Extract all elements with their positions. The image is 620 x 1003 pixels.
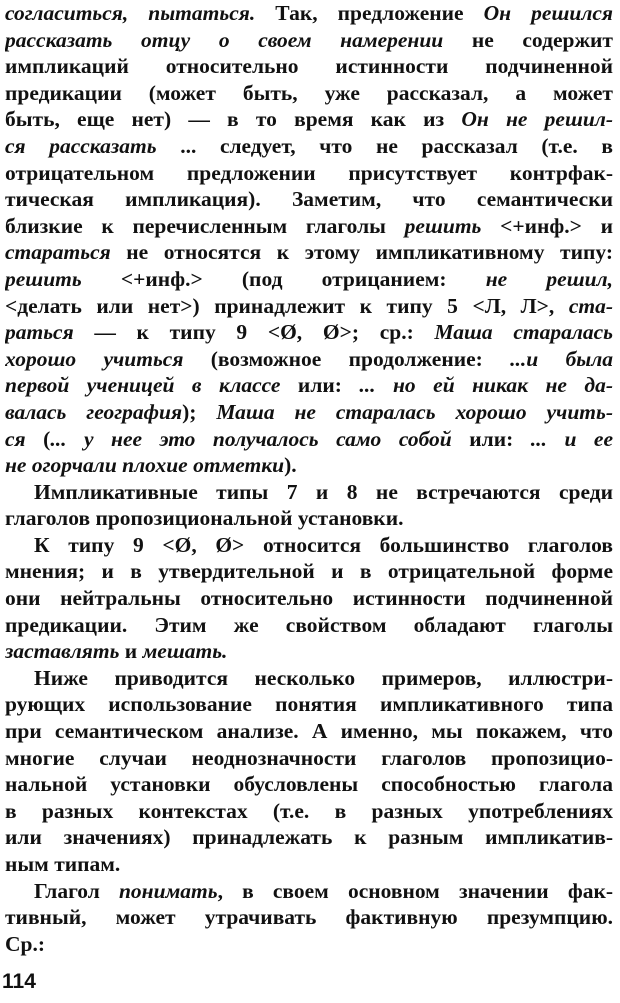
italic-text-segment: валась география (5, 399, 183, 424)
text-segment: или значениях) принадлежать к разным импликатив- (5, 825, 613, 850)
italic-text-segment: хорошо учиться (5, 346, 184, 371)
text-segment: отрицательном предложении присутствует контрфак- (5, 160, 613, 185)
italic-text-segment: не огорчали плохие отметки (5, 453, 285, 478)
italic-text-segment: заставлять (5, 639, 120, 664)
text-segment: они нейтральны относительно истинности подчиненной (5, 586, 613, 611)
text-line (5, 718, 613, 745)
page-number: 114 (2, 970, 36, 993)
text-line (5, 426, 613, 453)
text-line (5, 771, 613, 798)
text-segment: не относятся к этому импликативному типу: (110, 240, 613, 265)
italic-text-segment: первой ученицей в классе (5, 373, 281, 398)
italic-text-segment: решить (404, 213, 482, 238)
text-segment: <+инф.> (под отрицанием: (81, 266, 486, 291)
italic-text-segment: Маша не старалась хорошо учить- (216, 399, 613, 424)
text-segment: быть, еще нет) — в то время как из (5, 107, 462, 132)
text-line (5, 665, 613, 692)
italic-text-segment: Он не решил- (461, 107, 613, 132)
text-segment: в разных контекстах (т.е. в разных употреблениях (5, 798, 613, 823)
italic-text-segment: Маша старалась (434, 320, 613, 345)
text-line (5, 346, 613, 373)
text-segment: , в своем основном значении фак- (217, 878, 613, 903)
italic-text-segment: мешать. (142, 639, 228, 664)
italic-text-segment: решить (5, 266, 82, 291)
italic-text-segment: ся рассказать (5, 133, 157, 158)
text-line (5, 558, 613, 585)
text-segment: Глагол (34, 878, 119, 903)
text-segment: рующих использование понятия импликативного типа (5, 692, 613, 717)
italic-text-segment: рассказать отцу о своем намерении (5, 27, 444, 52)
text-segment: нальной установки обусловлены способностью глагола (5, 772, 613, 797)
text-line (5, 186, 613, 213)
text-segment: мнения; и в утвердительной и в отрицательной форме (5, 559, 613, 584)
text-segment: — к типу 9 <Ø, Ø>; ср.: (73, 320, 435, 345)
text-segment: многие случаи неоднозначности глаголов пропозицио- (5, 745, 613, 770)
italic-text-segment: ...и была (510, 346, 613, 371)
text-line (5, 638, 613, 665)
text-line (5, 27, 613, 54)
text-segment: Импликативные типы 7 и 8 не встречаются среди (34, 479, 613, 504)
text-segment: или: (451, 426, 531, 451)
text-line (5, 612, 613, 639)
text-line (5, 851, 613, 878)
text-segment: или: (280, 373, 360, 398)
text-line (5, 319, 613, 346)
italic-text-segment: стараться (5, 240, 111, 265)
text-line (5, 266, 613, 293)
italic-text-segment: ... но ей никак не да- (359, 373, 613, 398)
text-line (5, 904, 613, 931)
text-line (5, 133, 613, 160)
text-line (5, 239, 613, 266)
text-line (5, 479, 613, 506)
text-line (5, 585, 613, 612)
text-segment: ... следует, что не рассказал (т.е. в (156, 133, 613, 158)
text-line (5, 213, 613, 240)
text-line (5, 106, 613, 133)
text-segment: глаголов пропозициональной установки. (5, 506, 404, 531)
text-line (5, 53, 613, 80)
text-segment: Так, предложение (255, 1, 484, 25)
text-segment: не содержит (443, 27, 613, 52)
text-segment: Ср.: (5, 931, 46, 956)
italic-text-segment: ся (5, 426, 26, 451)
text-segment: <+инф.> и (481, 213, 613, 238)
text-line (5, 160, 613, 187)
italic-text-segment: не решил, (485, 266, 613, 291)
text-segment: и (119, 639, 143, 664)
text-line (5, 878, 613, 905)
italic-text-segment: согласиться, пытаться. (5, 1, 256, 25)
text-line (5, 824, 613, 851)
text-segment: тивный, может утрачивать фактивную презумпцию. (5, 905, 613, 930)
text-line (5, 745, 613, 772)
italic-text-segment: ста- (568, 293, 613, 318)
text-segment: ). (284, 453, 297, 478)
text-line (5, 293, 613, 320)
text-line (5, 0, 613, 27)
page-text (5, 0, 613, 957)
text-segment: ); (182, 399, 217, 424)
text-line (5, 452, 613, 479)
text-segment: Ниже приводится несколько примеров, иллюстри- (34, 665, 613, 690)
text-line (5, 798, 613, 825)
text-line (5, 80, 613, 107)
text-segment: предикации. Этим же свойством обладают глаголы (5, 612, 613, 637)
italic-text-segment: Он решился (483, 1, 613, 25)
text-line (5, 505, 613, 532)
text-segment: (возможное продолжение: (183, 346, 511, 371)
text-segment: ( (25, 426, 51, 451)
text-line (5, 399, 613, 426)
text-segment: предикации (может быть, уже рассказал, а может (5, 80, 613, 105)
text-line (5, 931, 613, 958)
text-segment: близкие к перечисленным глаголы (5, 213, 405, 238)
text-segment: импликаций относительно истинности подчиненной (5, 54, 613, 79)
italic-text-segment: понимать (118, 878, 218, 903)
italic-text-segment: ... у нее это получалось само собой (50, 426, 452, 451)
italic-text-segment: раться (5, 320, 74, 345)
text-segment: при семантическом анализе. А именно, мы покажем, что (5, 719, 613, 744)
text-line (5, 691, 613, 718)
italic-text-segment: ... и ее (530, 426, 613, 451)
text-segment: <делать или нет>) принадлежит к типу 5 <Л, Л>, (5, 293, 569, 318)
text-line (5, 372, 613, 399)
text-line (5, 532, 613, 559)
text-segment: К типу 9 <Ø, Ø> относится большинство глаголов (34, 532, 613, 557)
text-segment: ным типам. (5, 852, 121, 876)
text-segment: тическая импликация). Заметим, что семантически (5, 187, 613, 212)
